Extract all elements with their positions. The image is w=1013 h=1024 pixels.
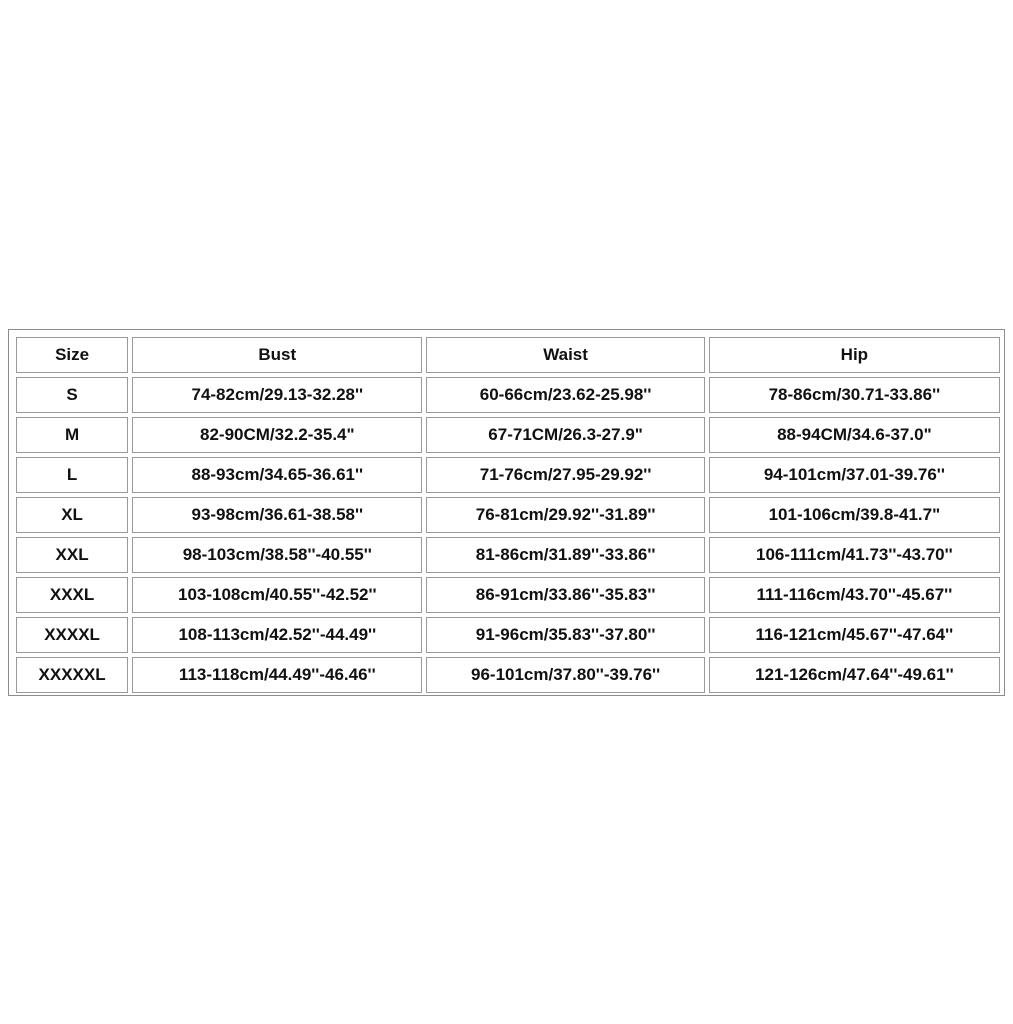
header-bust: Bust: [132, 337, 422, 373]
waist-cell: 86-91cm/33.86''-35.83'': [426, 577, 704, 613]
waist-cell: 96-101cm/37.80''-39.76'': [426, 657, 704, 693]
hip-cell: 94-101cm/37.01-39.76'': [709, 457, 1000, 493]
table-row: [16, 457, 1000, 493]
bust-cell: 98-103cm/38.58''-40.55'': [132, 537, 422, 573]
hip-cell: 78-86cm/30.71-33.86'': [709, 377, 1000, 413]
hip-cell: 106-111cm/41.73''-43.70'': [709, 537, 1000, 573]
table-row: [16, 617, 1000, 653]
size-table: [12, 333, 1004, 697]
size-cell: S: [16, 377, 128, 413]
bust-cell: 88-93cm/34.65-36.61'': [132, 457, 422, 493]
table-row: [16, 377, 1000, 413]
size-cell: XXXL: [16, 577, 128, 613]
hip-cell: 111-116cm/43.70''-45.67'': [709, 577, 1000, 613]
table-row: [16, 417, 1000, 453]
bust-cell: 82-90CM/32.2-35.4": [132, 417, 422, 453]
size-cell: XXXXL: [16, 617, 128, 653]
waist-cell: 91-96cm/35.83''-37.80'': [426, 617, 704, 653]
bust-cell: 103-108cm/40.55''-42.52'': [132, 577, 422, 613]
hip-cell: 116-121cm/45.67''-47.64'': [709, 617, 1000, 653]
hip-cell: 121-126cm/47.64''-49.61'': [709, 657, 1000, 693]
table-row: [16, 657, 1000, 693]
waist-cell: 71-76cm/27.95-29.92'': [426, 457, 704, 493]
header-size: Size: [16, 337, 128, 373]
table-row: [16, 497, 1000, 533]
waist-cell: 81-86cm/31.89''-33.86'': [426, 537, 704, 573]
header-hip: Hip: [709, 337, 1000, 373]
waist-cell: 76-81cm/29.92''-31.89'': [426, 497, 704, 533]
size-cell: M: [16, 417, 128, 453]
hip-cell: 101-106cm/39.8-41.7": [709, 497, 1000, 533]
header-waist: Waist: [426, 337, 704, 373]
size-cell: XXL: [16, 537, 128, 573]
bust-cell: 108-113cm/42.52''-44.49'': [132, 617, 422, 653]
table-row: [16, 537, 1000, 573]
size-cell: XL: [16, 497, 128, 533]
waist-cell: 60-66cm/23.62-25.98'': [426, 377, 704, 413]
bust-cell: 113-118cm/44.49''-46.46'': [132, 657, 422, 693]
size-cell: XXXXXL: [16, 657, 128, 693]
waist-cell: 67-71CM/26.3-27.9": [426, 417, 704, 453]
size-chart: [8, 329, 1005, 696]
hip-cell: 88-94CM/34.6-37.0": [709, 417, 1000, 453]
table-row: [16, 577, 1000, 613]
bust-cell: 93-98cm/36.61-38.58'': [132, 497, 422, 533]
size-cell: L: [16, 457, 128, 493]
header-row: [16, 337, 1000, 373]
bust-cell: 74-82cm/29.13-32.28'': [132, 377, 422, 413]
